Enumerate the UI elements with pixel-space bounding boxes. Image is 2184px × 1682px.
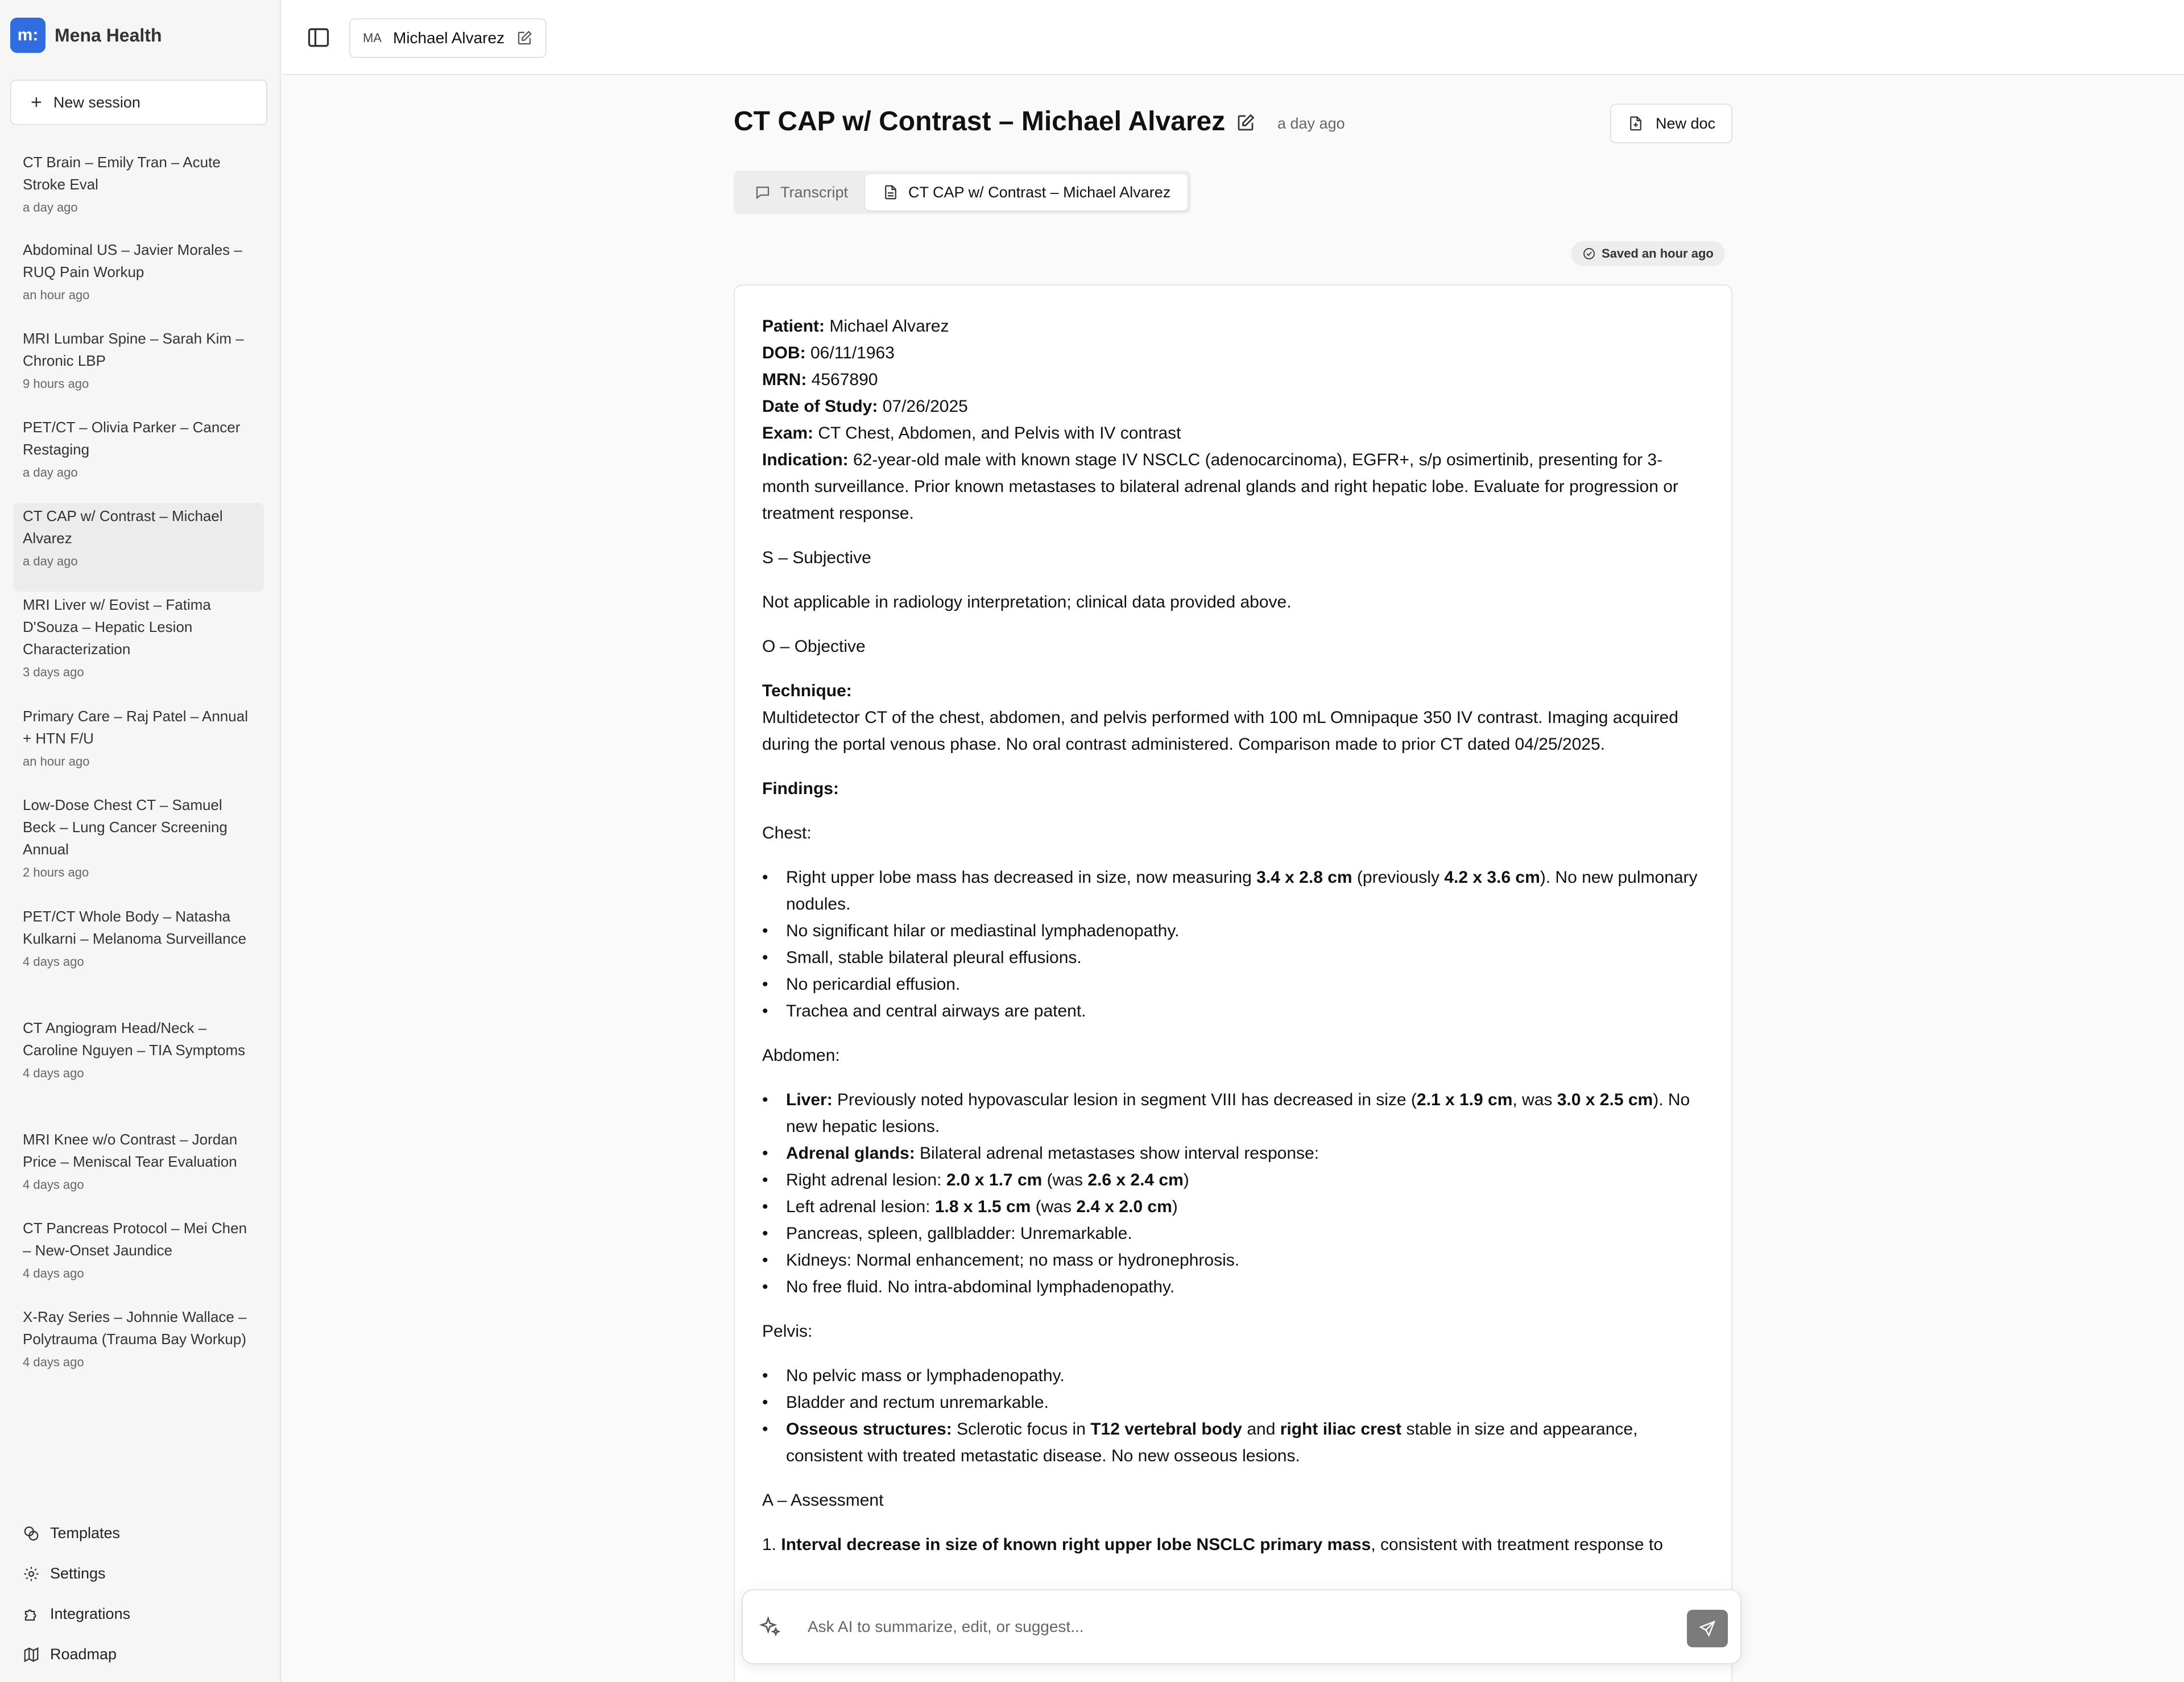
session-title: X-Ray Series – Johnnie Wallace – Polytrauma (Trauma Bay Workup) xyxy=(23,1308,247,1348)
objective-heading: O – Objective xyxy=(762,637,866,656)
list-item: • Adrenal glands: Bilateral adrenal metastases show interval response: xyxy=(762,1140,1707,1167)
nav-settings[interactable] xyxy=(23,1553,262,1594)
session-title: PET/CT – Olivia Parker – Cancer Restaging xyxy=(23,419,241,458)
session-time: a day ago xyxy=(23,200,78,214)
session-title: CT Angiogram Head/Neck – Caroline Nguyen – TIA Symptoms xyxy=(23,1019,246,1059)
new-session-label: New session xyxy=(53,93,140,111)
session-title: PET/CT Whole Body – Natasha Kulkarni – Melanoma Surveillance xyxy=(23,908,247,947)
brand[interactable] xyxy=(10,17,162,53)
session-item[interactable] xyxy=(14,903,264,1015)
session-title: MRI Lumbar Spine – Sarah Kim – Chronic LBP xyxy=(23,330,244,369)
session-item[interactable] xyxy=(14,1015,264,1126)
document-tabs xyxy=(734,171,1191,214)
list-item: • Kidneys: Normal enhancement; no mass or hydronephrosis. xyxy=(762,1247,1707,1274)
sidebar-nav xyxy=(23,1513,262,1675)
session-time: 9 hours ago xyxy=(23,377,89,391)
check-circle-icon xyxy=(1582,247,1596,261)
tab-transcript-label: Transcript xyxy=(780,183,849,201)
new-doc-icon xyxy=(1627,115,1644,132)
send-button[interactable] xyxy=(1687,1610,1728,1647)
nav-integrations-label: Integrations xyxy=(50,1605,131,1622)
chest-list xyxy=(762,864,1707,1024)
saved-status-badge xyxy=(1571,241,1725,266)
nav-roadmap[interactable] xyxy=(23,1634,262,1675)
document-title: CT CAP w/ Contrast – Michael Alvarez xyxy=(734,106,1226,137)
session-title: CT Pancreas Protocol – Mei Chen – New-Onset Jaundice xyxy=(23,1220,247,1259)
document-card xyxy=(734,284,1732,1682)
topbar xyxy=(282,0,2184,75)
session-list xyxy=(14,149,264,1415)
document-header xyxy=(734,102,1732,142)
session-item[interactable] xyxy=(14,1215,264,1304)
map-icon xyxy=(23,1646,40,1663)
list-item: • Small, stable bilateral pleural effusions. xyxy=(762,944,1707,971)
list-item: • Liver: Previously noted hypovascular lesion in segment VIII has decreased in size (2.1 x 1.9 cm, was 3.0 x 2.5 cm). No new hepatic lesions. xyxy=(762,1086,1707,1140)
exam-line: Exam: CT Chest, Abdomen, and Pelvis with IV contrast xyxy=(762,424,1181,443)
list-item: • No pelvic mass or lymphadenopathy. xyxy=(762,1362,1707,1389)
dob-line: DOB: 06/11/1963 xyxy=(762,344,895,362)
technique-label: Technique: xyxy=(762,681,852,700)
edit-icon[interactable] xyxy=(516,30,533,47)
session-title: Primary Care – Raj Patel – Annual + HTN F/U xyxy=(23,708,248,747)
session-item[interactable] xyxy=(14,703,264,792)
sidebar xyxy=(0,0,281,1682)
document-body[interactable] xyxy=(762,313,1707,1638)
templates-icon xyxy=(23,1525,40,1542)
session-title: MRI Liver w/ Eovist – Fatima D'Souza – Hepatic Lesion Characterization xyxy=(23,596,211,658)
new-doc-label: New doc xyxy=(1655,114,1715,132)
session-title: CT Brain – Emily Tran – Acute Stroke Eval xyxy=(23,154,221,193)
document-icon xyxy=(882,184,899,201)
list-item: • Trachea and central airways are patent. xyxy=(762,998,1707,1024)
session-item[interactable] xyxy=(14,237,264,325)
assessment-item-1: 1. Interval decrease in size of known right upper lobe NSCLC primary mass, consistent with treatment response to xyxy=(762,1535,1663,1554)
nav-settings-label: Settings xyxy=(50,1565,106,1582)
plus-icon: + xyxy=(31,92,42,113)
list-item: • Bladder and rectum unremarkable. xyxy=(762,1389,1707,1416)
nav-integrations[interactable] xyxy=(23,1594,262,1634)
session-time: a day ago xyxy=(23,465,78,480)
session-time: 3 days ago xyxy=(23,665,84,679)
brand-name: Mena Health xyxy=(55,24,162,46)
session-time: an hour ago xyxy=(23,288,90,302)
session-item-active[interactable] xyxy=(14,503,264,592)
session-item[interactable] xyxy=(14,149,264,237)
session-title: CT CAP w/ Contrast – Michael Alvarez xyxy=(23,507,223,547)
list-item: • Left adrenal lesion: 1.8 x 1.5 cm (was 2.4 x 2.0 cm) xyxy=(762,1193,1707,1220)
list-item: • Osseous structures: Sclerotic focus in T12 vertebral body and right iliac crest stable in size and appearance, consistent with treated metastatic disease. No new osseous lesions. xyxy=(762,1416,1707,1469)
chest-heading: Chest: xyxy=(762,824,812,842)
nav-templates[interactable] xyxy=(23,1513,262,1553)
ai-prompt-bar xyxy=(743,1590,1740,1663)
saved-status-label: Saved an hour ago xyxy=(1602,246,1714,261)
session-time: 4 days ago xyxy=(23,1066,84,1080)
session-item[interactable] xyxy=(14,592,264,703)
session-title: Low-Dose Chest CT – Samuel Beck – Lung Cancer Screening Annual xyxy=(23,796,228,858)
list-item: • No significant hilar or mediastinal lymphadenopathy. xyxy=(762,918,1707,944)
pelvis-list xyxy=(762,1362,1707,1469)
session-title: Abdominal US – Javier Morales – RUQ Pain Workup xyxy=(23,241,242,280)
send-icon xyxy=(1698,1619,1716,1638)
new-session-button[interactable] xyxy=(10,80,267,125)
session-title: MRI Knee w/o Contrast – Jordan Price – Meniscal Tear Evaluation xyxy=(23,1131,238,1170)
session-item[interactable] xyxy=(14,1126,264,1215)
session-time: 2 hours ago xyxy=(23,865,89,879)
patient-line: Patient: Michael Alvarez xyxy=(762,317,949,336)
sparkle-icon xyxy=(759,1615,781,1638)
nav-roadmap-label: Roadmap xyxy=(50,1646,117,1663)
session-time: 4 days ago xyxy=(23,1177,84,1192)
edit-title-icon[interactable] xyxy=(1235,113,1256,133)
session-time: 4 days ago xyxy=(23,1355,84,1369)
technique-text: Multidetector CT of the chest, abdomen, and pelvis performed with 100 mL Omnipaque 350 IV contrast. Imaging acquired during the portal venous phase. No oral contrast administered. Comparison made to prior CT dated 04/25/2025. xyxy=(762,708,1678,754)
list-item: • Right upper lobe mass has decreased in size, now measuring 3.4 x 2.8 cm (previously 4.2 x 3.6 cm). No new pulmonary nodules. xyxy=(762,864,1707,918)
tab-document-label: CT CAP w/ Contrast – Michael Alvarez xyxy=(908,183,1171,201)
list-item: • Right adrenal lesion: 2.0 x 1.7 cm (was 2.6 x 2.4 cm) xyxy=(762,1167,1707,1193)
tab-document[interactable] xyxy=(865,174,1188,210)
session-time: 4 days ago xyxy=(23,954,84,969)
brand-logo: m: xyxy=(10,18,46,53)
abdomen-heading: Abdomen: xyxy=(762,1046,840,1065)
chat-icon xyxy=(754,184,771,201)
findings-label: Findings: xyxy=(762,779,839,798)
assessment-heading: A – Assessment xyxy=(762,1491,884,1510)
puzzle-icon xyxy=(23,1606,40,1623)
patient-initials: MA xyxy=(363,31,382,45)
list-item: • Pancreas, spleen, gallbladder: Unremarkable. xyxy=(762,1220,1707,1247)
new-doc-button[interactable] xyxy=(1610,104,1732,143)
session-item[interactable] xyxy=(14,414,264,503)
session-item[interactable] xyxy=(14,325,264,414)
session-item[interactable] xyxy=(14,792,264,903)
gear-icon xyxy=(23,1565,40,1582)
subjective-heading: S – Subjective xyxy=(762,548,871,567)
abdomen-list xyxy=(762,1086,1707,1300)
study-date-line: Date of Study: 07/26/2025 xyxy=(762,397,968,416)
ai-prompt-input[interactable] xyxy=(808,1611,1649,1643)
pelvis-heading: Pelvis: xyxy=(762,1322,813,1341)
session-time: a day ago xyxy=(23,554,78,568)
sidebar-toggle-icon[interactable] xyxy=(306,25,331,50)
tab-transcript[interactable] xyxy=(737,174,865,210)
session-item[interactable] xyxy=(14,1304,264,1415)
subjective-text: Not applicable in radiology interpretation; clinical data provided above. xyxy=(762,593,1292,611)
session-time: 4 days ago xyxy=(23,1266,84,1280)
nav-templates-label: Templates xyxy=(50,1524,121,1542)
session-time: an hour ago xyxy=(23,754,90,768)
list-item: • No pericardial effusion. xyxy=(762,971,1707,998)
document-age: a day ago xyxy=(1277,115,1345,132)
indication-line: Indication: 62-year-old male with known stage IV NSCLC (adenocarcinoma), EGFR+, s/p osimertinib, presenting for 3-month surveillance. Prior known metastases to bilateral adrenal glands and right hepatic lobe. Evaluate for progression or treatment response. xyxy=(762,451,1678,523)
mrn-line: MRN: 4567890 xyxy=(762,370,878,389)
patient-name: Michael Alvarez xyxy=(393,29,505,47)
patient-chip[interactable] xyxy=(349,18,547,58)
list-item: • No free fluid. No intra-abdominal lymphadenopathy. xyxy=(762,1274,1707,1300)
